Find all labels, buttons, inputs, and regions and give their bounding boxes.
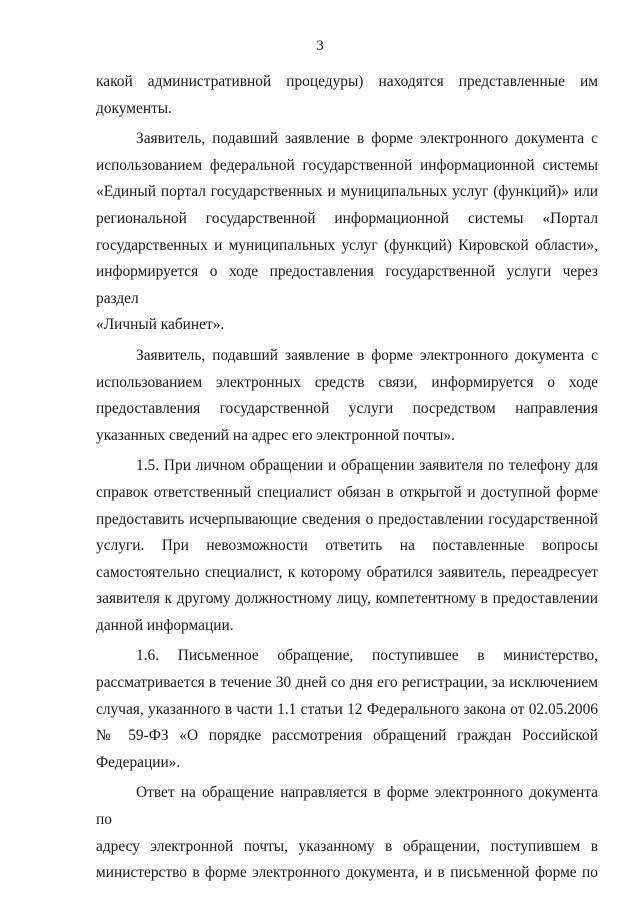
- text-line: справок ответственный специалист обязан в открытой и доступной форме: [96, 483, 598, 501]
- text-line: Ответ на обращение направляется в форме электронного документа по: [96, 784, 598, 829]
- text-line: использованием электронных средств связи, информируется о ходе: [96, 373, 598, 391]
- paragraph-portal-info: [96, 126, 598, 339]
- text-line: документы.: [96, 99, 172, 117]
- paragraph-section-1-6: [96, 643, 598, 776]
- text-line: «Единый портал государственных и муниципальных услуг (функций)» или: [96, 183, 598, 201]
- text-line: адресу электронной почты, указанному в обращении, поступившем в: [96, 837, 598, 855]
- page-number: 3: [316, 38, 324, 54]
- text-line: использованием федеральной государственной информационной системы: [96, 156, 598, 174]
- document-body: [96, 69, 598, 887]
- text-line: информируется о ходе предоставления государственной услуги через раздел: [96, 263, 598, 307]
- text-line: какой административной процедуры) находятся представленные им: [96, 73, 598, 90]
- text-line: Заявитель, подавший заявление в форме электронного документа с: [136, 346, 598, 364]
- text-line: рассматривается в течение 30 дней со дня его регистрации, за исключением: [96, 674, 598, 692]
- text-line: 1.5. При личном обращении и обращении заявителя по телефону для: [136, 457, 598, 475]
- text-line: заявителя к другому должностному лицу, компетентному в предоставлении: [96, 590, 598, 608]
- text-line: № 59-ФЗ «О порядке рассмотрения обращений граждан Российской: [96, 727, 598, 745]
- text-line: предоставить исчерпывающие сведения о предоставлении государственной: [96, 510, 598, 528]
- paragraph-continuation: [96, 69, 598, 122]
- text-line: случая, указанного в части 1.1 статьи 12 Федерального закона от 02.05.2006: [96, 700, 598, 718]
- paragraph-section-1-5: [96, 453, 598, 639]
- text-line: данной информации.: [96, 616, 234, 634]
- text-line: предоставления государственной услуги посредством направления: [96, 400, 598, 418]
- text-line: 1.6. Письменное обращение, поступившее в министерство,: [136, 647, 598, 665]
- text-line: министерство в форме электронного документа, и в письменной форме по: [96, 864, 598, 882]
- text-line: Федерации».: [96, 753, 181, 771]
- text-line: государственных и муниципальных услуг (функций) Кировской области»,: [96, 236, 598, 254]
- text-line: Заявитель, подавший заявление в форме электронного документа с: [136, 130, 598, 148]
- text-line: региональной государственной информационной системы «Портал: [96, 209, 598, 227]
- text-line: указанных сведений на адрес его электронной почты».: [96, 426, 455, 444]
- paragraph-email-info: [96, 343, 598, 449]
- text-line: услуги. При невозможности ответить на поставленные вопросы: [96, 537, 598, 555]
- paragraph-response: [96, 780, 598, 886]
- text-line: «Личный кабинет».: [96, 316, 225, 334]
- text-line: самостоятельно специалист, к которому обратился заявитель, переадресует: [96, 563, 598, 581]
